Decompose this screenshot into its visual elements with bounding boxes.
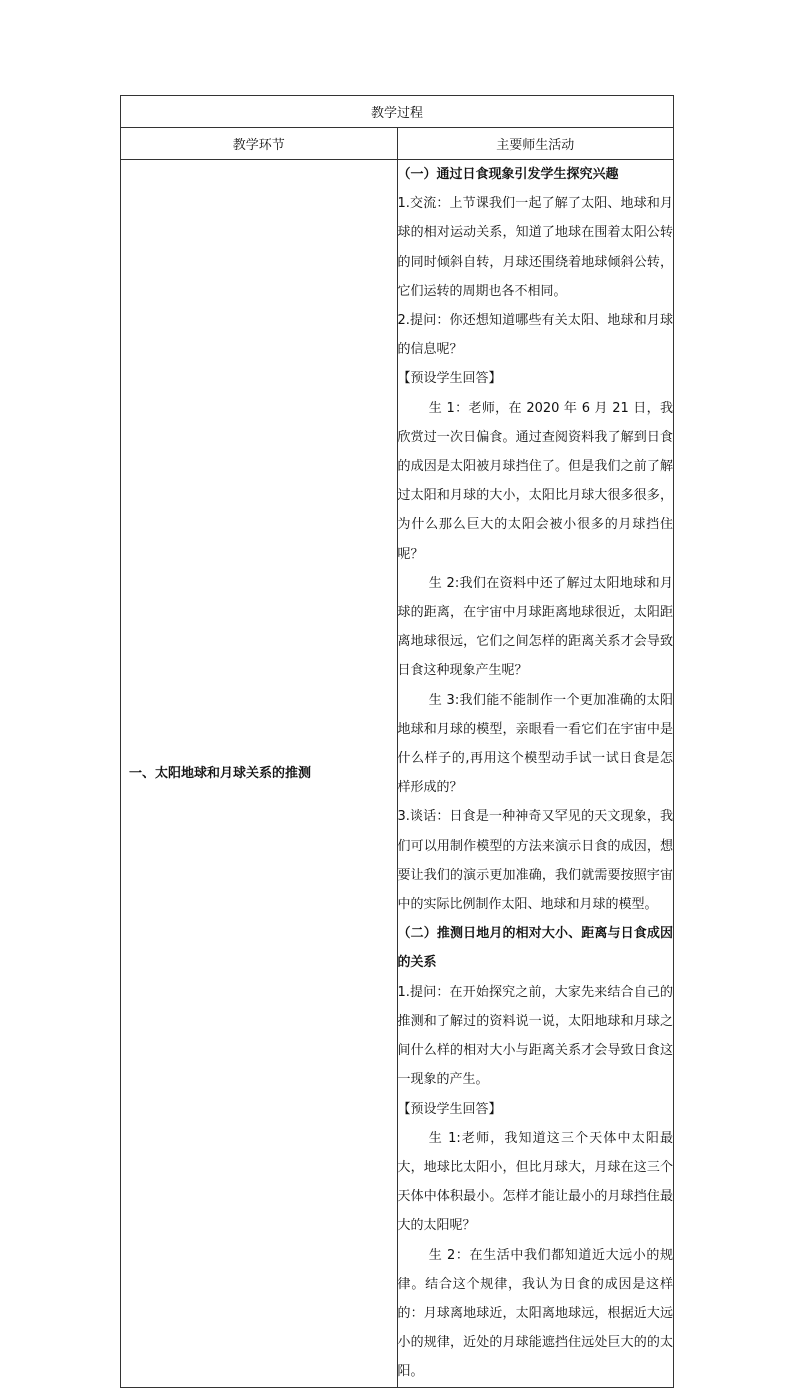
paragraph: 生 1:老师，我知道这三个天体中太阳最大，地球比太阳小，但比月球大，月球在这三个天体中体积最小。怎样才能让最小的月球挡住最大的太阳呢？ xyxy=(397,1130,673,1234)
table-title: 教学过程 xyxy=(121,96,674,128)
stage-label: 一、太阳地球和月球关系的推测 xyxy=(129,765,312,781)
column-header-activity: 主要师生活动 xyxy=(397,128,674,160)
column-header-stage: 教学环节 xyxy=(121,128,398,160)
paragraph: 生 1：老师，在 2020 年 6 月 21 日，我欣赏过一次日偏食。通过查阅资料我了解到日食的成因是太阳被月球挡住了。但是我们之前了解过太阳和月球的大小，太阳比月球大很多很多，为什么那么巨大的太阳会被小很多的月球挡住呢？ xyxy=(397,400,673,562)
activity-cell xyxy=(397,160,674,1388)
paragraph: 1.提问：在开始探究之前，大家先来结合自己的推测和了解过的资料说一说，太阳地球和月球之间什么样的相对大小与距离关系才会导致日食这一现象的产生。 xyxy=(397,984,673,1088)
paragraph: 3.谈话：日食是一种神奇又罕见的天文现象，我们可以用制作模型的方法来演示日食的成因，想要让我们的演示更加准确，我们就需要按照宇宙中的实际比例制作太阳、地球和月球的模型。 xyxy=(397,809,673,913)
stage-cell xyxy=(121,160,398,1388)
paragraph: 1.交流：上节课我们一起了解了太阳、地球和月球的相对运动关系，知道了地球在围着太阳公转的同时倾斜自转，月球还围绕着地球倾斜公转，它们运转的周期也各不相同。 xyxy=(397,196,673,299)
paragraph: 【预设学生回答】 xyxy=(397,1101,502,1117)
paragraph: 生 2:我们在资料中还了解过太阳地球和月球的距离，在宇宙中月球距离地球很近，太阳距离地球很远，它们之间怎样的距离关系才会导致日食这种现象产生呢？ xyxy=(397,575,673,679)
subheading-1: （一）通过日食现象引发学生探究兴趣 xyxy=(397,167,619,182)
subheading-2: （二）推测日地月的相对大小、距离与日食成因的关系 xyxy=(397,926,673,971)
paragraph: 生 3:我们能不能制作一个更加准确的太阳地球和月球的模型，亲眼看一看它们在宇宙中是什么样子的,再用这个模型动手试一试日食是怎样形成的？ xyxy=(397,692,673,796)
paragraph: 2.提问：你还想知道哪些有关太阳、地球和月球的信息呢？ xyxy=(397,313,673,358)
paragraph: 【预设学生回答】 xyxy=(397,371,502,387)
teaching-process-table xyxy=(120,95,674,1388)
paragraph: 生 2：在生活中我们都知道近大远小的规律。结合这个规律，我认为日食的成因是这样的：月球离地球近，太阳离地球远，根据近大远小的规律，近处的月球能遮挡住远处巨大的的太阳。 xyxy=(397,1247,673,1380)
